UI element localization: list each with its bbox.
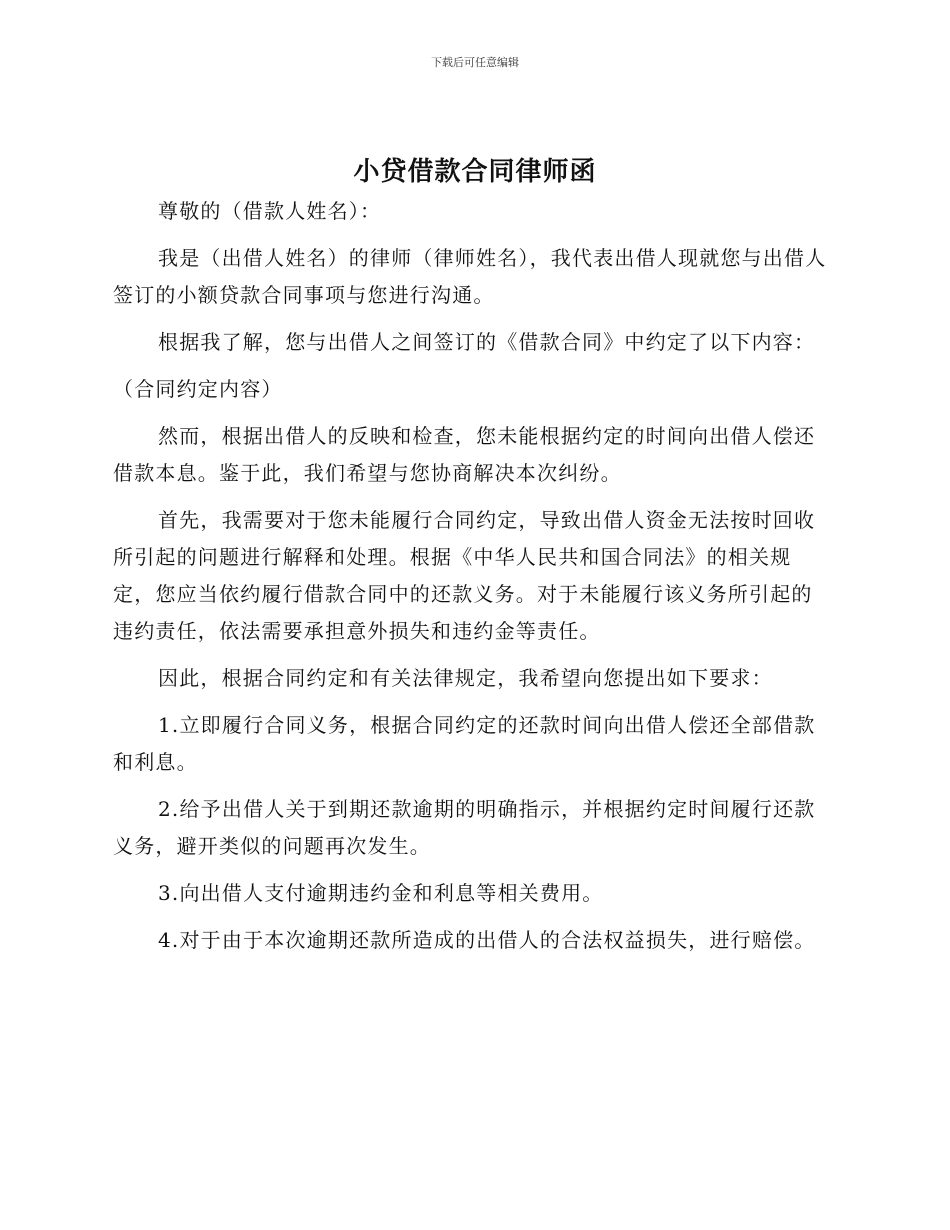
legal-basis-paragraph: 首先，我需要对于您未能履行合同约定，导致出借人资金无法按时回收所引起的问题进行解释和处理。根据《中华人民共和国合同法》的相关规定，您应当依约履行借款合同中的还款义务。对于未能履行该义务所引起的违约责任，依法需要承担意外损失和违约金等责任。 [113, 508, 816, 643]
page-header-note: 下载后可任意编辑 [431, 56, 519, 69]
salutation-paragraph: 尊敬的（借款人姓名）： [158, 199, 382, 223]
document-body [113, 193, 833, 969]
request-item-3: 3.向出借人支付逾期违约金和利息等相关费用。 [158, 881, 604, 905]
request-item-4: 4.对于由于本次逾期还款所造成的出借人的合法权益损失，进行赔偿。 [158, 928, 816, 952]
contract-content-placeholder: （合同约定内容） [113, 377, 283, 401]
breach-paragraph: 然而，根据出借人的反映和检查，您未能根据约定的时间向出借人偿还借款本息。鉴于此，我们希望与您协商解决本次纠纷。 [113, 424, 816, 485]
intro-paragraph: 我是（出借人姓名）的律师（律师姓名），我代表出借人现就您与出借人签订的小额贷款合同事项与您进行沟通。 [113, 246, 827, 307]
request-item-1: 1.立即履行合同义务，根据合同约定的还款时间向出借人偿还全部借款和利息。 [113, 713, 816, 774]
request-item-2: 2.给予出借人关于到期还款逾期的明确指示，并根据约定时间履行还款义务，避开类似的问题再次发生。 [113, 797, 816, 858]
requests-intro-paragraph: 因此，根据合同约定和有关法律规定，我希望向您提出如下要求： [158, 666, 773, 690]
document-title: 小贷借款合同律师函 [353, 157, 597, 187]
contract-reference-paragraph: 根据我了解，您与出借人之间签订的《借款合同》中约定了以下内容： [158, 330, 816, 354]
